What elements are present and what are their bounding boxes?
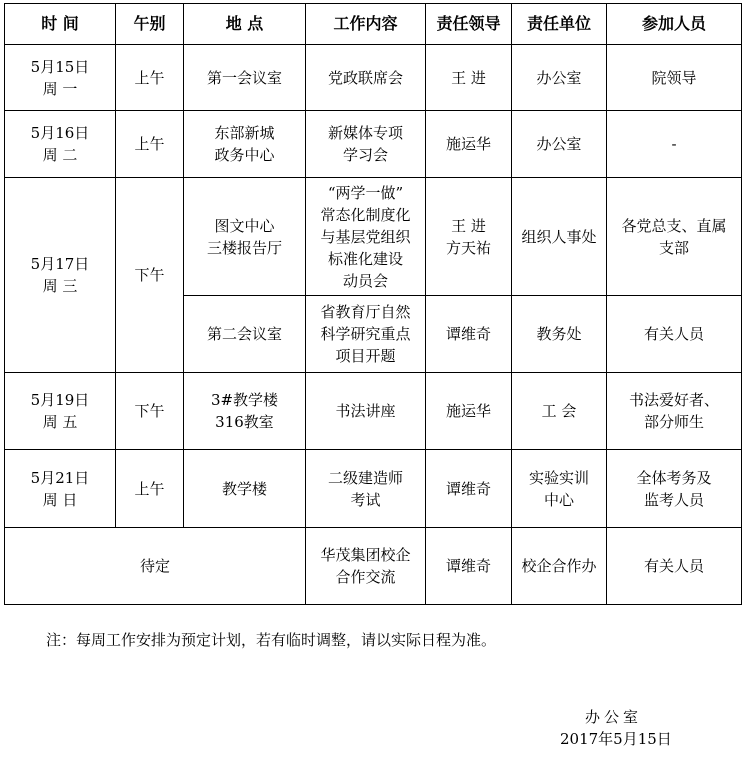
cell-content: “两学一做” 常态化制度化 与基层党组织 标准化建设 动员会 [306,178,426,296]
cell-content: 书法讲座 [306,373,426,450]
header-row [5,4,742,45]
cell-attendees: 书法爱好者、 部分师生 [607,373,742,450]
cell-time: 5月19日 周 五 [5,373,116,450]
header-place: 地 点 [184,4,306,45]
cell-time: 5月16日 周 二 [5,111,116,178]
cell-unit: 校企合作办 [512,528,607,605]
cell-content: 华茂集团校企 合作交流 [306,528,426,605]
header-unit: 责任单位 [512,4,607,45]
header-content: 工作内容 [306,4,426,45]
cell-time: 5月15日 周 一 [5,45,116,111]
cell-attendees: - [607,111,742,178]
cell-attendees: 各党总支、直属 支部 [607,178,742,296]
cell-leader: 施运华 [426,111,512,178]
cell-period: 下午 [116,178,184,373]
cell-time-tbd: 待定 [5,528,306,605]
table-row [5,45,742,111]
cell-unit: 教务处 [512,296,607,373]
header-time: 时 间 [5,4,116,45]
cell-leader: 谭维奇 [426,450,512,528]
footnote: 注：每周工作安排为预定计划，若有临时调整，请以实际日程为准。 [46,631,497,649]
cell-attendees: 有关人员 [607,528,742,605]
cell-place: 教学楼 [184,450,306,528]
table-row [5,450,742,528]
cell-attendees: 院领导 [607,45,742,111]
cell-leader: 施运华 [426,373,512,450]
schedule-table [4,3,742,605]
cell-place: 图文中心 三楼报告厅 [184,178,306,296]
cell-leader: 王 进 [426,45,512,111]
cell-period: 上午 [116,450,184,528]
cell-attendees: 全体考务及 监考人员 [607,450,742,528]
cell-unit: 组织人事处 [512,178,607,296]
cell-place: 第一会议室 [184,45,306,111]
cell-period: 下午 [116,373,184,450]
cell-attendees: 有关人员 [607,296,742,373]
cell-unit: 实验实训 中心 [512,450,607,528]
cell-content: 省教育厅自然 科学研究重点 项目开题 [306,296,426,373]
office-signature: 办公室 [585,708,643,726]
cell-content: 新媒体专项 学习会 [306,111,426,178]
cell-period: 上午 [116,45,184,111]
cell-leader: 王 进 方天祐 [426,178,512,296]
cell-content: 党政联席会 [306,45,426,111]
cell-time: 5月21日 周 日 [5,450,116,528]
cell-time: 5月17日 周 三 [5,178,116,373]
cell-content: 二级建造师 考试 [306,450,426,528]
cell-place: 3#教学楼 316教室 [184,373,306,450]
table-row [5,373,742,450]
cell-unit: 办公室 [512,111,607,178]
table-row [5,111,742,178]
cell-leader: 谭维奇 [426,528,512,605]
cell-place: 第二会议室 [184,296,306,373]
table-row [5,528,742,605]
cell-period: 上午 [116,111,184,178]
table-row [5,178,742,296]
header-period: 午别 [116,4,184,45]
header-leader: 责任领导 [426,4,512,45]
cell-leader: 谭维奇 [426,296,512,373]
issue-date: 2017年5月15日 [560,730,672,748]
cell-unit: 工 会 [512,373,607,450]
cell-unit: 办公室 [512,45,607,111]
header-attendees: 参加人员 [607,4,742,45]
cell-place: 东部新城 政务中心 [184,111,306,178]
